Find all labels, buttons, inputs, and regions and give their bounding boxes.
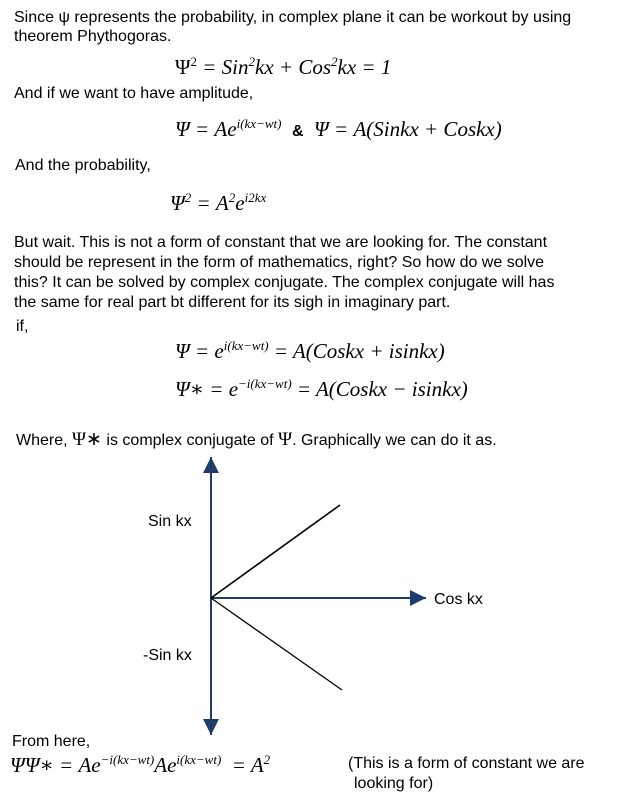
label-neg-sin-kx: -Sin kx [143,647,192,664]
paragraph-intro-line2: theorem Phythogoras. [14,28,172,45]
note-line1: (This is a form of constant we are [348,755,585,772]
paragraph-probability: And the probability, [15,157,151,174]
psi-conjugate-vector [211,598,342,690]
label-sin-kx: Sin kx [148,513,192,530]
paragraph-where: Where, Ψ∗ is complex conjugate of Ψ. Graphically we can do it as. [16,429,497,450]
equation-psi: $\Psi = e^{i(kx-wt)}$ = A(Coskx + isinkx) [175,338,445,363]
paragraph-from-here: From here, [12,733,91,750]
psi-vector [211,505,340,598]
equation-pythagoras: $\Psi^2 = Sin^2kx + Cos^2kx = 1$ [175,54,392,79]
paragraph-but-wait-line4: the same for real part bt different for its sigh in imaginary part. [14,294,451,311]
paragraph-if: if, [16,318,29,335]
paragraph-but-wait-line2: should be represent in the form of mathematics, right? So how do we solve [14,254,545,271]
equation-probability: $\Psi^2 = A^2e^{i2kx}$ [170,190,267,215]
equation-result: ΨΨ∗ = $Ae^{-i(kx-wt)}Ae^{i(kx-wt)} = A^2$ [10,752,271,777]
note-line2: looking for) [354,775,434,792]
equation-amplitude: $\Psi = Ae^{i(kx-wt)}$ & Ψ = A(Sinkx + Coskx) [175,116,502,141]
label-cos-kx: Cos kx [434,591,483,608]
paragraph-amplitude: And if we want to have amplitude, [14,85,254,102]
paragraph-but-wait-line1: But wait. This is not a form of constant that we are looking for. The constant [14,234,548,251]
paragraph-but-wait-line3: this? It can be solved by complex conjugate. The complex conjugate will has [14,274,555,291]
equation-psi-conjugate: Ψ∗ = $e^{-i(kx-wt)}$ = A(Coskx − isinkx) [175,376,468,401]
paragraph-intro-line1: Since ψ represents the probability, in complex plane it can be workout by using [14,9,572,26]
